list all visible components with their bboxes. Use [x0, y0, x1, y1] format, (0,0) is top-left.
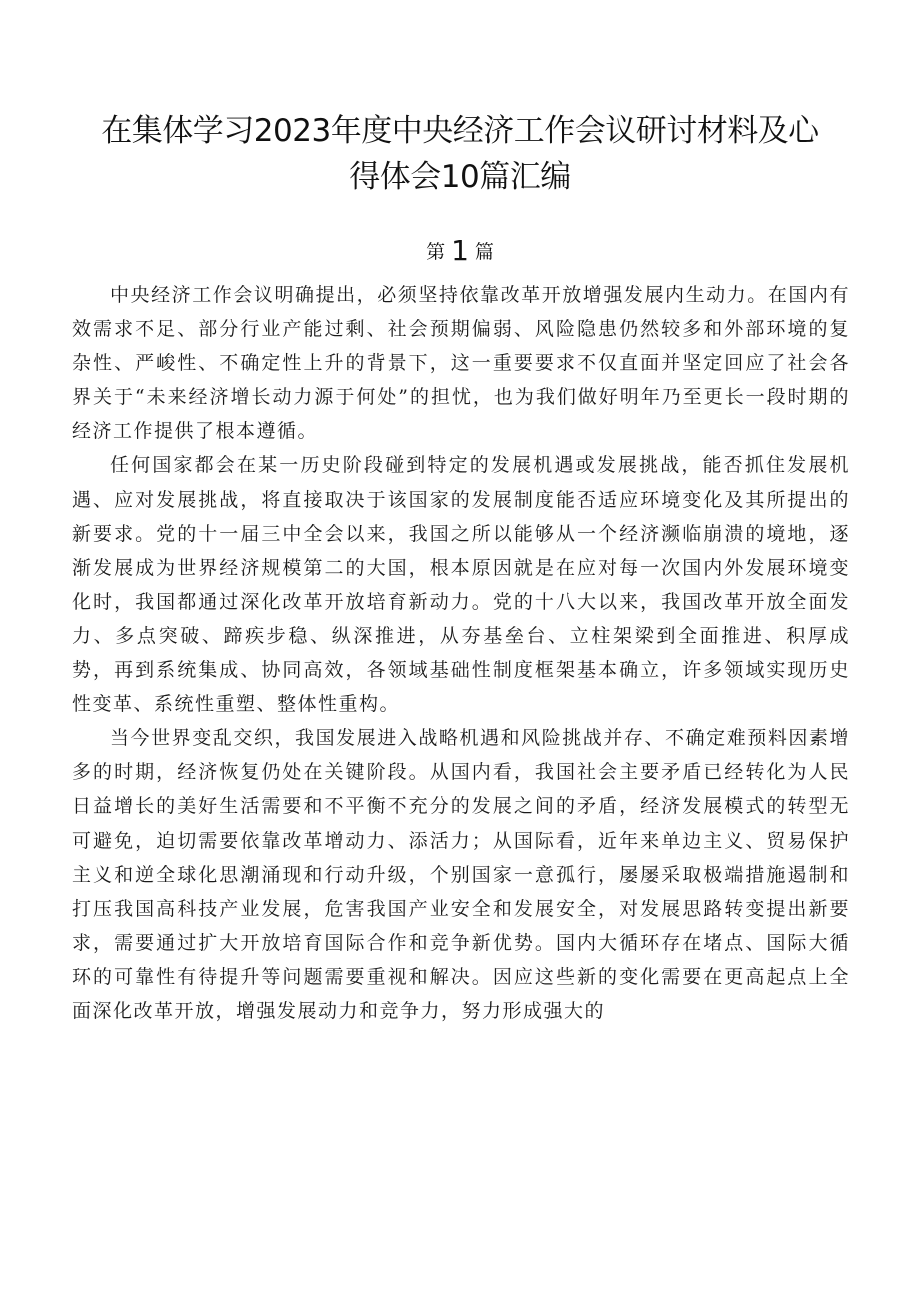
chapter-heading [0, 236, 920, 267]
document-title [60, 108, 860, 200]
paragraph-1: 中央经济工作会议明确提出，必须坚持依靠改革开放增强发展内生动力。在国内有效需求不足、部分行业产能过剩、社会预期偏弱、风险隐患仍然较多和外部环境的复杂性、严峻性、不确定性上升的背景下，这一重要要求不仅直面并坚定回应了社会各界关于“未来经济增长动力源于何处”的担忧，也为我们做好明年乃至更长一段时期的经济工作提供了根本遵循。 [72, 284, 850, 443]
title-line-2: 得体会10篇汇编 [349, 159, 571, 195]
paragraph-3: 当今世界变乱交织，我国发展进入战略机遇和风险挑战并存、不确定难预料因素增多的时期，经济恢复仍处在关键阶段。从国内看，我国社会主要矛盾已经转化为人民日益增长的美好生活需要和不平衡不充分的发展之间的矛盾，经济发展模式的转型无可避免，迫切需要依靠改革增动力、添活力；从国际看，近年来单边主义、贸易保护主义和逆全球化思潮涌现和行动升级，个别国家一意孤行，屡屡采取极端措施遏制和打压我国高科技产业发展，危害我国产业安全和发展安全，对发展思路转变提出新要求，需要通过扩大开放培育国际合作和竞争新优势。国内大循环存在堵点、国际大循环的可靠性有待提升等问题需要重视和解决。因应这些新的变化需要在更高起点上全面深化改革开放，增强发展动力和竞争力，努力形成强大的 [72, 727, 850, 1022]
chapter-number: 1 [451, 234, 469, 267]
document-body [72, 278, 850, 1028]
title-line-1: 在集体学习2023年度中央经济工作会议研讨材料及心 [101, 113, 819, 149]
chapter-prefix: 第 [426, 241, 446, 263]
chapter-suffix: 篇 [474, 241, 494, 263]
paragraph-2: 任何国家都会在某一历史阶段碰到特定的发展机遇或发展挑战，能否抓住发展机遇、应对发展挑战，将直接取决于该国家的发展制度能否适应环境变化及其所提出的新要求。党的十一届三中全会以来，我国之所以能够从一个经济濒临崩溃的境地，逐渐发展成为世界经济规模第二的大国，根本原因就是在应对每一次国内外发展环境变化时，我国都通过深化改革开放培育新动力。党的十八大以来，我国改革开放全面发力、多点突破、蹄疾步稳、纵深推进，从夯基垒台、立柱架梁到全面推进、积厚成势，再到系统集成、协同高效，各领域基础性制度框架基本确立，许多领域实现历史性变革、系统性重塑、整体性重构。 [72, 454, 850, 716]
